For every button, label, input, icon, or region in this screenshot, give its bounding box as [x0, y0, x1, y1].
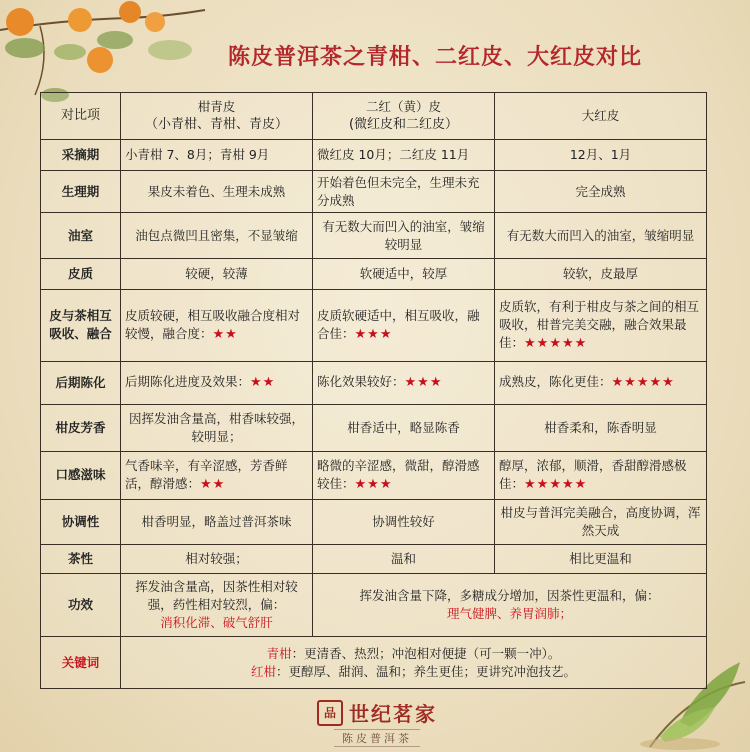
- header-qinggan-sub: （小青柑、青柑、青皮）: [144, 117, 288, 133]
- row-label: 协调性: [41, 499, 121, 544]
- table-cell: [313, 289, 495, 361]
- table-row: [41, 140, 707, 171]
- table-cell: 油包点微凹且密集，不显皱缩: [121, 213, 313, 258]
- rating-stars: ★★: [212, 326, 238, 342]
- table-cell: 相比更温和: [495, 544, 707, 573]
- cell-emphasis: 理气健脾、养胃润肺；: [446, 606, 572, 622]
- cell-text: 皮质较硬，相互吸收融合度相对较慢，融合度：: [125, 307, 301, 341]
- table-cell: [495, 289, 707, 361]
- table-row: [41, 499, 707, 544]
- row-label: 茶性: [41, 544, 121, 573]
- seal-icon: 品: [317, 700, 343, 726]
- keywords-line-qinggan: [125, 645, 702, 663]
- header-qinggan: [121, 93, 313, 140]
- table-cell: 有无数大而凹入的油室，皱缩明显: [495, 213, 707, 258]
- cell-text: 醇厚，浓郁，顺滑，香甜醇滑感极佳：: [499, 457, 687, 491]
- table-cell: [121, 289, 313, 361]
- table-row: [41, 289, 707, 361]
- table-cell: 协调性较好: [313, 499, 495, 544]
- rating-stars: ★★★: [404, 375, 443, 391]
- row-label: 皮与茶相互吸收、融合: [41, 289, 121, 361]
- table-row: [41, 258, 707, 289]
- table-cell-merged: [313, 573, 707, 637]
- cell-text: 气香味辛，有辛涩感，芳香鲜活，醇滑感：: [125, 457, 288, 491]
- header-erhong: [313, 93, 495, 140]
- table-row: [41, 171, 707, 213]
- table-cell: 果皮未着色、生理未成熟: [121, 171, 313, 213]
- table-cell: [121, 452, 313, 499]
- cell-text: 陈化效果较好：: [317, 374, 405, 390]
- table-cell: 因挥发油含量高，柑香味较强，较明显；: [121, 404, 313, 451]
- keyword-qinggan-text: ：更清香、热烈；冲泡相对便捷（可一颗一冲）。: [291, 645, 561, 661]
- row-label: 生理期: [41, 171, 121, 213]
- table-cell: 软硬适中，较厚: [313, 258, 495, 289]
- brand-logo: [302, 698, 452, 744]
- header-erhong-sub: (微红皮和二红皮）: [348, 117, 459, 133]
- table-cell: [495, 361, 707, 404]
- rating-stars: ★★★★★: [524, 335, 588, 351]
- keyword-qinggan: 青柑: [266, 645, 292, 661]
- table-cell: 有无数大而凹入的油室，皱缩较明显: [313, 213, 495, 258]
- brand-tagline: 陈皮普洱茶: [334, 729, 420, 747]
- rating-stars: ★★★: [354, 326, 393, 342]
- table-cell: 柑香明显，略盖过普洱茶味: [121, 499, 313, 544]
- table-cell: 开始着色但未完全，生理未充分成熟: [313, 171, 495, 213]
- cell-text: 成熟皮，陈化更佳：: [499, 374, 612, 390]
- table-cell: 柑香适中，略显陈香: [313, 404, 495, 451]
- table-cell: 12月、1月: [495, 140, 707, 171]
- header-qinggan-title: 柑青皮: [197, 99, 236, 115]
- table-cell: 柑香柔和，陈香明显: [495, 404, 707, 451]
- row-label: 柑皮芳香: [41, 404, 121, 451]
- row-label: 口感滋味: [41, 452, 121, 499]
- table-cell: 小青柑 7、8月；青柑 9月: [121, 140, 313, 171]
- page-title: 陈皮普洱茶之青柑、二红皮、大红皮对比: [228, 45, 643, 70]
- keywords-cell: [121, 637, 707, 689]
- cell-text: 皮质软硬适中，相互吸收，融合佳：: [317, 307, 480, 341]
- table-row: [41, 452, 707, 499]
- table-cell: 微红皮 10月；二红皮 11月: [313, 140, 495, 171]
- table-row: [41, 361, 707, 404]
- table-cell: 较软，皮最厚: [495, 258, 707, 289]
- header-dahong: 大红皮: [495, 93, 707, 140]
- rating-stars: ★★: [200, 476, 226, 492]
- table-cell: [121, 573, 313, 637]
- rating-stars: ★★★: [354, 476, 393, 492]
- keyword-honggan-text: ：更醇厚、甜润、温和；养生更佳；更讲究冲泡技艺。: [276, 663, 577, 679]
- cell-text: 略微的辛涩感，微甜，醇滑感较佳：: [317, 457, 480, 491]
- table-cell: [313, 361, 495, 404]
- cell-text: 后期陈化进度及效果：: [125, 374, 251, 390]
- table-cell: 温和: [313, 544, 495, 573]
- rating-stars: ★★★★★: [524, 476, 588, 492]
- header-compare-item: 对比项: [41, 93, 121, 140]
- row-label: 皮质: [41, 258, 121, 289]
- table-row: [41, 573, 707, 637]
- rating-stars: ★★★★★: [611, 375, 675, 391]
- table-cell: 较硬，较薄: [121, 258, 313, 289]
- rating-stars: ★★: [250, 375, 276, 391]
- cell-emphasis: 消积化滞、破气舒肝: [160, 615, 273, 631]
- table-cell: 相对较强；: [121, 544, 313, 573]
- keywords-line-honggan: [125, 663, 702, 681]
- cell-text: 挥发油含量下降，多糖成分增加，因茶性更温和，偏：: [359, 588, 660, 604]
- row-label: 功效: [41, 573, 121, 637]
- row-label: 后期陈化: [41, 361, 121, 404]
- table-cell: [121, 361, 313, 404]
- row-label: 油室: [41, 213, 121, 258]
- table-cell: 柑皮与普洱完美融合，高度协调，浑然天成: [495, 499, 707, 544]
- keyword-honggan: 红柑: [250, 663, 276, 679]
- table-row: [41, 544, 707, 573]
- table-cell: [313, 452, 495, 499]
- cell-text: 挥发油含量高，因茶性相对较强，药性相对较烈，偏：: [135, 579, 298, 613]
- table-cell: 完全成熟: [495, 171, 707, 213]
- keywords-label: 关键词: [41, 637, 121, 689]
- comparison-table: [40, 92, 707, 689]
- brand-name: 世纪茗家: [349, 702, 437, 726]
- table-cell: [495, 452, 707, 499]
- row-label: 采摘期: [41, 140, 121, 171]
- header-erhong-title: 二红（黄）皮: [365, 99, 441, 115]
- cell-text: 皮质软，有利于柑皮与茶之间的相互吸收，柑普完美交融，融合效果最佳：: [499, 298, 700, 350]
- table-row: [41, 404, 707, 451]
- table-header-row: [41, 93, 707, 140]
- table-row: [41, 213, 707, 258]
- logo-main: [302, 698, 452, 727]
- keywords-row: [41, 637, 707, 689]
